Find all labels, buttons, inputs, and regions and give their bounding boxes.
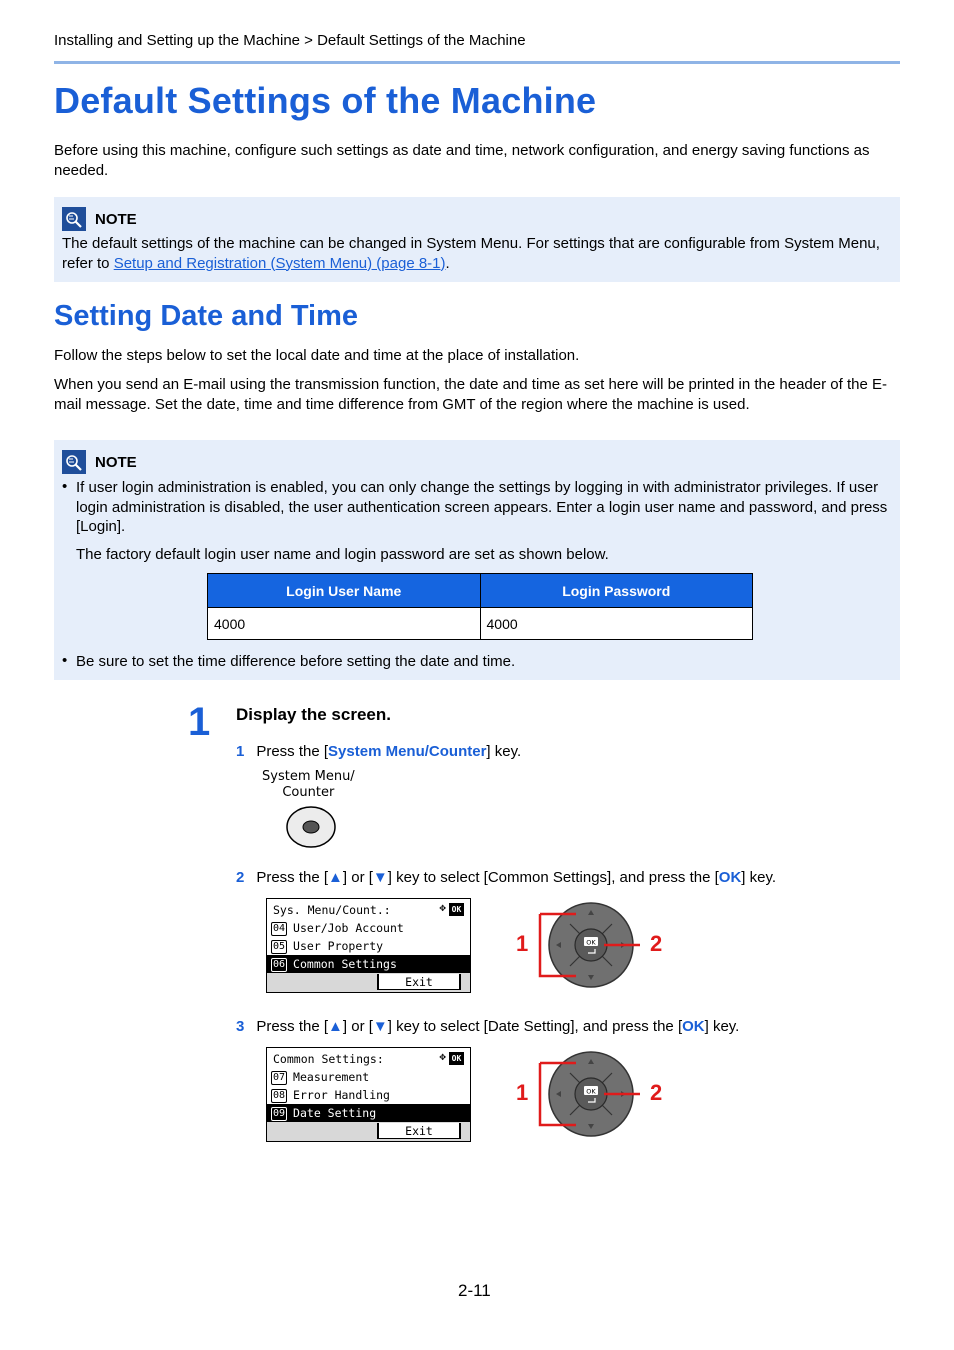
intro-text: Before using this machine, configure such settings as date and time, network configuration, and energy saving functions as needed. <box>54 142 870 179</box>
section-para-2: When you send an E-mail using the transmission function, the date and time as set here will be printed in the header of the E-mail message. Set the date, time and time difference from GMT of the region where the machine is used. <box>54 376 887 413</box>
exit-button[interactable]: Exit <box>377 1123 461 1139</box>
ok-icon: OK <box>449 1052 464 1065</box>
callout-2: 2 <box>650 1080 663 1105</box>
lcd-menu-item[interactable]: 08 Error Handling <box>273 1088 390 1102</box>
note-box-2 <box>54 440 900 680</box>
note-icon <box>62 450 86 474</box>
breadcrumb: Installing and Setting up the Machine > Default Settings of the Machine <box>54 32 526 49</box>
note-box-1 <box>54 197 900 282</box>
login-user-name-header: Login User Name <box>208 574 481 608</box>
callout-2: 2 <box>650 931 663 956</box>
callout-1: 1 <box>516 1080 529 1105</box>
lcd-menu-item[interactable]: 07 Measurement <box>273 1070 370 1084</box>
note-bullet-1: If user login administration is enabled, you can only change the settings by logging in with administrator privileges. If user login administration is disabled, the user authentication screen appears. Enter a login user name and password, and press [Login]. <box>76 479 888 535</box>
lcd-screen-1 <box>266 898 471 993</box>
system-menu-link[interactable]: Setup and Registration (System Menu) (page 8-1) <box>113 254 446 272</box>
login-password-value: 4000 <box>480 608 753 640</box>
note-label: NOTE <box>95 210 137 228</box>
login-table <box>207 573 753 640</box>
factory-default-text: The factory default login user name and login password are set as shown below. <box>76 546 609 563</box>
substep-2: 2 Press the [▲] or [▼] key to select [Common Settings], and press the [OK] key. <box>236 869 777 886</box>
note-bullet-2: Be sure to set the time difference before setting the date and time. <box>76 653 516 670</box>
lcd-header: Sys. Menu/Count.: <box>273 903 391 917</box>
lcd-header: Common Settings: <box>273 1052 384 1066</box>
bullet-dot: • <box>62 478 68 495</box>
four-way-arrows-icon: ✥ <box>439 1050 446 1063</box>
lcd-menu-item[interactable]: 04 User/Job Account <box>273 921 404 935</box>
system-menu-counter-key[interactable] <box>284 804 338 850</box>
note-icon <box>62 207 86 231</box>
lcd-menu-item-selected[interactable]: 09 Date Setting <box>267 1104 470 1122</box>
step-number: 1 <box>188 700 211 744</box>
login-user-name-value: 4000 <box>208 608 481 640</box>
page-title: Default Settings of the Machine <box>54 80 597 121</box>
lcd-menu-item-selected[interactable]: 06 Common Settings <box>267 955 470 973</box>
dpad-diagram-1 <box>510 900 670 992</box>
page-number: 2-11 <box>458 1281 491 1300</box>
svg-text:OK: OK <box>586 938 596 947</box>
svg-text:OK: OK <box>586 1087 596 1096</box>
substep-1: 1 Press the [System Menu/Counter] key. <box>236 743 522 760</box>
ok-icon: OK <box>449 903 464 916</box>
substep-3: 3 Press the [▲] or [▼] key to select [Date Setting], and press the [OK] key. <box>236 1018 740 1035</box>
note-label: NOTE <box>95 453 137 471</box>
note-text: The default settings of the machine can be changed in System Menu. For settings that are configurable from System Menu, refer to Setup and Registration (System Menu) (page 8-1). <box>62 235 880 272</box>
step-title: Display the screen. <box>236 705 391 724</box>
dpad-diagram-2 <box>510 1049 670 1141</box>
section-title: Setting Date and Time <box>54 300 359 332</box>
lcd-screen-2 <box>266 1047 471 1142</box>
login-password-header: Login Password <box>480 574 753 608</box>
lcd-menu-item[interactable]: 05 User Property <box>273 939 384 953</box>
bullet-dot: • <box>62 652 68 669</box>
four-way-arrows-icon: ✥ <box>439 901 446 914</box>
callout-1: 1 <box>516 931 529 956</box>
system-menu-key-label: System Menu/ Counter <box>262 769 355 800</box>
exit-button[interactable]: Exit <box>377 974 461 990</box>
section-para-1: Follow the steps below to set the local date and time at the place of installation. <box>54 347 580 364</box>
header-rule <box>54 61 900 64</box>
